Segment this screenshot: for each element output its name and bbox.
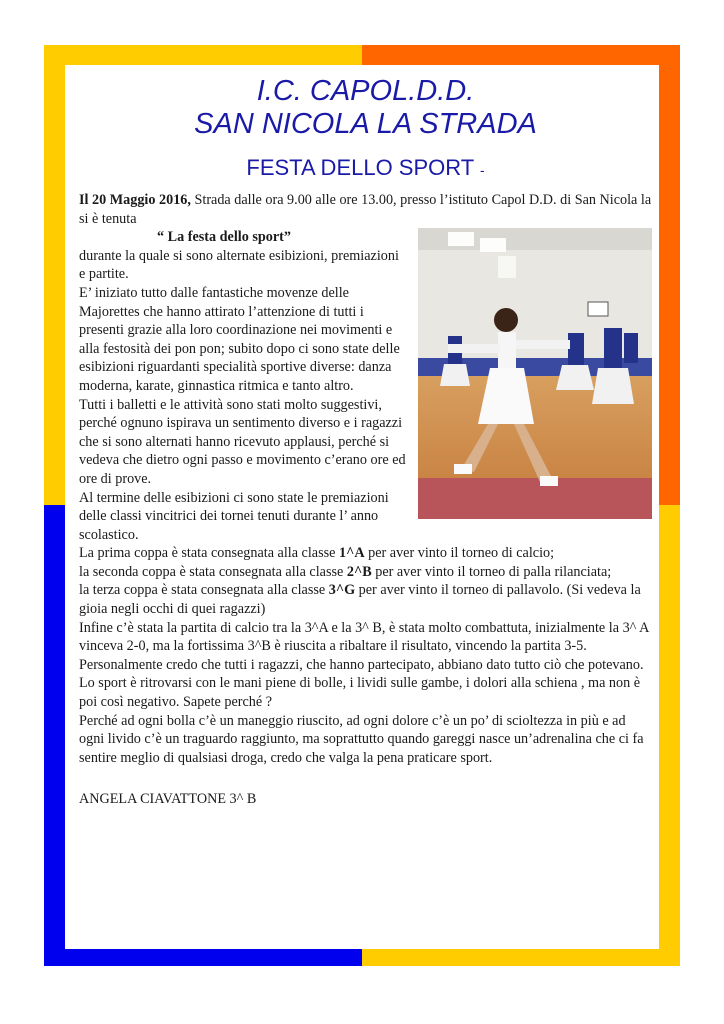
- author-signature: ANGELA CIAVATTONE 3^ B: [79, 791, 257, 808]
- paragraph-6: Personalmente credo che tutti i ragazzi, che hanno partecipato, abbiano dato tutto ciò che potevano.: [79, 656, 644, 673]
- page-content: [79, 75, 652, 808]
- paragraph-2: E’ iniziato tutto dalle fantastiche movenze delle Majorettes che hanno attirato l’attenzione di tutti i presenti grazie alla loro coordinazione nei movimenti e alla festosità dei pon pon; subito dopo ci sono state delle esibizioni riguardanti specialità sportive diverse: danza moderna, karate, ginnastica ritmica e tanto altro.: [79, 284, 400, 394]
- paragraph-8: Perché ad ogni bolla c’è un maneggio riuscito, ad ogni dolore c’è un po’ di scioltezza in più e ad ogni livido c’è un traguardo raggiunto, ma soprattutto quando gareggi nasce un’adrenalina che ci fa sentire meglio di qualsiasi droga, credo che valga la pena praticare sport.: [79, 712, 644, 766]
- intro-paragraph: [79, 191, 652, 228]
- award-2: [79, 563, 652, 582]
- subtitle-text: FESTA DELLO SPORT: [246, 155, 474, 180]
- page-subtitle: [79, 155, 652, 181]
- award-2-class: 2^B: [346, 563, 372, 580]
- page-title: [79, 75, 652, 141]
- intro-date: 20 Maggio 2016,: [92, 192, 191, 208]
- award-3-pre: la terza coppa è stata consegnata alla classe: [79, 582, 329, 599]
- title-line-2: SAN NICOLA LA STRADA: [194, 108, 537, 140]
- paragraph-4: Al termine delle esibizioni ci sono state le premiazioni delle classi vincitrici dei tornei tenuti durante l’ anno scolastico.: [79, 489, 389, 543]
- subtitle-dash: -: [479, 162, 485, 178]
- award-2-post: per aver vinto il torneo di palla rilanciata;: [371, 563, 612, 580]
- award-3: [79, 581, 652, 618]
- event-name: “ La festa dello sport”: [157, 229, 291, 246]
- intro-rest: Strada dalle ora 9.00 alle ore 13.00, presso l’istituto Capol D.D. di San Nicola la si è tenuta: [79, 192, 652, 227]
- award-2-pre: la seconda coppa è stata consegnata alla classe: [79, 563, 347, 580]
- award-1-class: 1^A: [338, 545, 365, 562]
- majorettes-photo: [418, 228, 652, 519]
- award-3-post: per aver vinto il torneo di pallavolo. (Si vedeva la gioia negli occhi di quei ragazzi): [79, 582, 641, 618]
- title-line-1: I.C. CAPOL.D.D.: [256, 75, 475, 107]
- paragraph-1: durante la quale si sono alternate esibizioni, premiazioni e partite.: [79, 247, 399, 283]
- article-body: [79, 191, 652, 767]
- award-1-post: per aver vinto il torneo di calcio;: [364, 545, 555, 562]
- intro-prefix: Il: [79, 192, 93, 208]
- paragraph-7: Lo sport è ritrovarsi con le mani piene di bolle, i lividi sulle gambe, i dolori alla schiena , ma non è poi così negativo. Sapete perché ?: [79, 675, 641, 711]
- award-1: [79, 544, 652, 563]
- paragraph-5: Infine c’è stata la partita di calcio tra la 3^A e la 3^ B, è stata molto combattuta, inizialmente la 3^ A vinceva 2-0, ma la fortissima 3^B è riuscita a ribaltare il risultato, vincendo la partita 3-5.: [79, 619, 649, 655]
- paragraph-3: Tutti i balletti e le attività sono stati molto suggestivi, perché ognuno ispirava un sentimento diverso e i ragazzi che si sono alternati hanno ricevuto applausi, perché si vedeva che dietro ogni passo e movimento c’erano ore ed ore di prove.: [79, 396, 406, 487]
- award-1-pre: La prima coppa è stata consegnata alla classe: [79, 545, 339, 562]
- award-3-class: 3^G: [328, 582, 356, 599]
